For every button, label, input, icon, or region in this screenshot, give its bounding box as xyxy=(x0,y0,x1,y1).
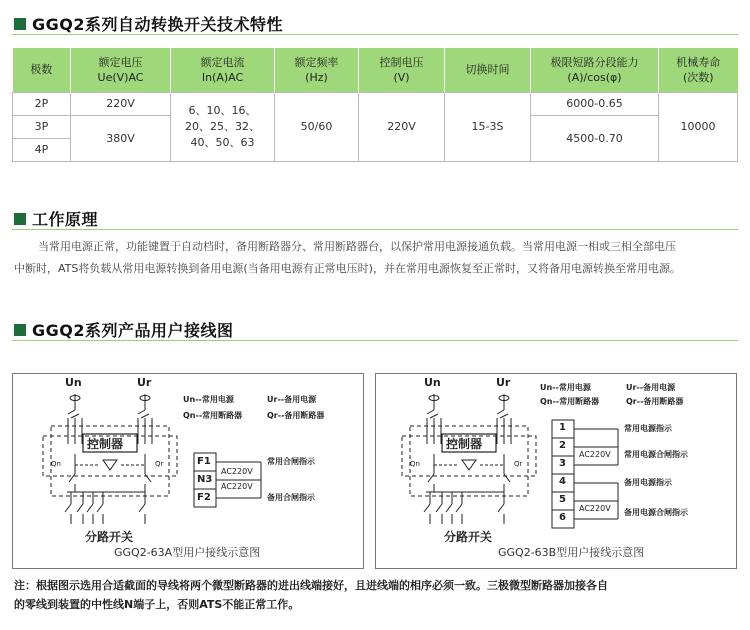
section-header-specs xyxy=(14,12,283,35)
table-cell: 4P xyxy=(13,138,71,161)
footnote xyxy=(14,576,738,614)
terminal-label: 5 xyxy=(559,494,566,505)
wiring-diagram-b xyxy=(375,373,737,569)
label-qn: Qn xyxy=(51,460,61,468)
legend-ur: Ur--备用电源 xyxy=(626,383,676,392)
table-header-row xyxy=(13,48,738,92)
section-marker-icon xyxy=(14,213,26,225)
table-header: 极数 xyxy=(13,48,71,92)
label-ur: Ur xyxy=(137,376,152,389)
section-header-principle xyxy=(14,207,98,230)
section-divider xyxy=(12,34,738,35)
label-un: Un xyxy=(424,376,441,389)
branch-switch-label: 分路开关 xyxy=(444,530,493,544)
indicator-label: 常用电源指示 xyxy=(624,424,672,433)
indicator-label: 备用电源合闸指示 xyxy=(624,508,688,517)
controller-label: 控制器 xyxy=(446,437,483,451)
indicator-label: 备用电源指示 xyxy=(624,478,672,487)
label-un: Un xyxy=(65,376,82,389)
footnote-line: 的零线到装置的中性线N端子上，否则ATS不能正常工作。 xyxy=(14,598,300,611)
table-cell: 2P xyxy=(13,92,71,115)
table-header: 机械寿命 (次数) xyxy=(659,48,738,92)
section-title: GGQ2系列自动转换开关技术特性 xyxy=(32,15,284,34)
ac-voltage-label: AC220V xyxy=(221,467,253,476)
diagram-b-caption: GGQ2-63B型用户接线示意图 xyxy=(498,546,645,559)
table-cell: 4500-0.70 xyxy=(531,115,659,161)
label-qr: Qr xyxy=(155,460,164,468)
table-row xyxy=(13,92,738,115)
table-header: 控制电压 (V) xyxy=(359,48,445,92)
section-title: GGQ2系列产品用户接线图 xyxy=(32,321,234,340)
legend-qr: Qr--备用断路器 xyxy=(626,397,684,406)
section-divider xyxy=(12,340,738,341)
terminal-label: 3 xyxy=(559,458,566,469)
table-cell: 15-3S xyxy=(445,92,531,161)
label-qn: Qn xyxy=(410,460,420,468)
table-cell: 220V xyxy=(359,92,445,161)
section-marker-icon xyxy=(14,324,26,336)
controller-label: 控制器 xyxy=(87,437,124,451)
table-header: 切换时间 xyxy=(445,48,531,92)
principle-paragraph: 中断时，ATS将负载从常用电源转换到备用电源(当备用电源有正常电压时)，并在常用电源恢复至正常时，又将备用电源转换至常用电源。 xyxy=(14,262,681,275)
principle-paragraph: 当常用电源正常，功能键置于自动档时，备用断路器分、常用断路器台，以保护常用电源接通负载。当常用电源一相或三相全部电压 xyxy=(38,240,676,253)
terminal-label: 1 xyxy=(559,422,566,433)
label-ur: Ur xyxy=(496,376,511,389)
table-header: 极限短路分段能力 (A)/cos(φ) xyxy=(531,48,659,92)
table-cell: 380V xyxy=(71,115,171,161)
table-cell: 6000-0.65 xyxy=(531,92,659,115)
branch-switch-label: 分路开关 xyxy=(85,530,134,544)
terminal-label: 2 xyxy=(559,440,566,451)
footnote-line: 注：根据图示选用合适截面的导线将两个微型断路器的进出线端接好，且进线端的相序必须一致。三极微型断路器加接各自 xyxy=(14,579,608,592)
diagram-a-caption: GGQ2-63A型用户接线示意图 xyxy=(114,546,261,559)
ac-voltage-label: AC220V xyxy=(579,504,611,513)
section-divider xyxy=(12,229,738,230)
terminal-label: F1 xyxy=(197,456,211,467)
indicator-label: 常用合闸指示 xyxy=(267,457,315,466)
legend-qn: Qn--常用断路器 xyxy=(183,411,243,420)
legend-qr: Qr--备用断路器 xyxy=(267,411,325,420)
table-header: 额定电压 Ue(V)AC xyxy=(71,48,171,92)
table-cell: 220V xyxy=(71,92,171,115)
table-header: 额定频率 (Hz) xyxy=(275,48,359,92)
table-cell: 50/60 xyxy=(275,92,359,161)
table-cell: 10000 xyxy=(659,92,738,161)
terminal-label: 4 xyxy=(559,476,566,487)
label-qr: Qr xyxy=(514,460,523,468)
indicator-label: 备用合闸指示 xyxy=(267,493,315,502)
ac-voltage-label: AC220V xyxy=(221,482,253,491)
section-header-wiring xyxy=(14,318,234,341)
terminal-label: N3 xyxy=(197,474,213,485)
legend-un: Un--常用电源 xyxy=(183,395,234,404)
indicator-label: 常用电源合闸指示 xyxy=(624,450,688,459)
section-title: 工作原理 xyxy=(32,210,99,229)
legend-un: Un--常用电源 xyxy=(540,383,591,392)
ac-voltage-label: AC220V xyxy=(579,450,611,459)
section-marker-icon xyxy=(14,18,26,30)
legend-ur: Ur--备用电源 xyxy=(267,395,317,404)
table-cell: 3P xyxy=(13,115,71,138)
wiring-diagram-a xyxy=(12,373,364,569)
terminal-label: F2 xyxy=(197,492,211,503)
legend-qn: Qn--常用断路器 xyxy=(540,397,600,406)
spec-table xyxy=(12,48,738,162)
table-cell: 6、10、16、 20、25、32、 40、50、63 xyxy=(171,92,275,161)
terminal-label: 6 xyxy=(559,512,566,523)
table-header: 额定电流 In(A)AC xyxy=(171,48,275,92)
